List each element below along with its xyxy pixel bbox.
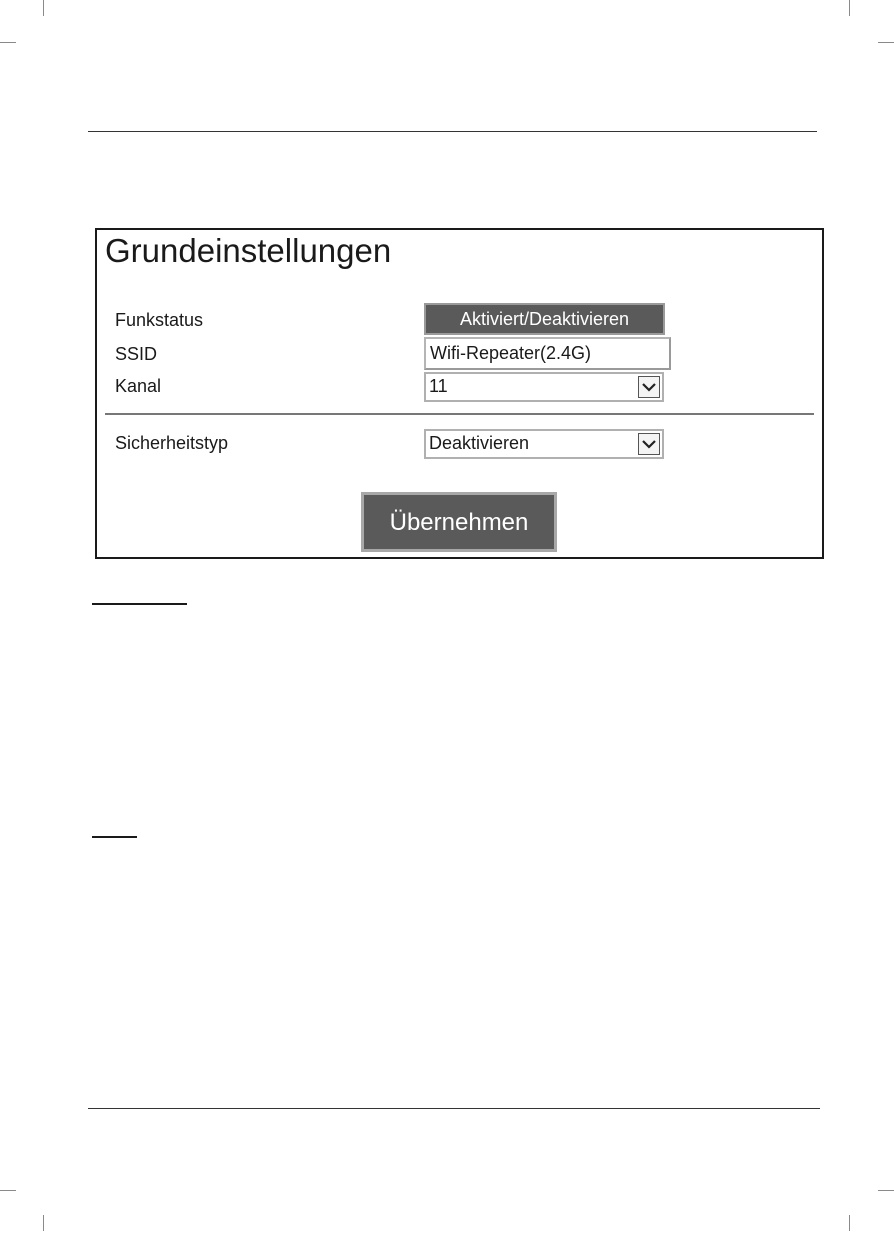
section-divider — [105, 413, 814, 415]
kanal-select[interactable] — [424, 372, 664, 402]
chevron-down-icon[interactable] — [638, 433, 660, 455]
crop-mark-bottom-right-h — [878, 1190, 894, 1191]
underline-stub-2 — [92, 836, 137, 838]
crop-mark-bottom-right — [849, 1215, 850, 1231]
kanal-selected-value: 11 — [429, 376, 448, 396]
crop-mark-top-right — [849, 0, 850, 16]
underline-stub-1 — [92, 603, 187, 605]
crop-mark-top-left-h — [0, 42, 16, 43]
sicherheitstyp-select[interactable] — [424, 429, 664, 459]
kanal-label: Kanal — [115, 376, 162, 396]
crop-mark-top-right-h — [878, 42, 894, 43]
chevron-down-icon[interactable] — [638, 376, 660, 398]
apply-button[interactable]: Übernehmen — [361, 492, 557, 552]
ssid-label: SSID — [115, 344, 158, 364]
radio-toggle-button[interactable]: Aktiviert/Deaktivieren — [424, 303, 665, 335]
header-rule — [88, 131, 817, 132]
panel-title: Grundeinstellungen — [105, 232, 392, 269]
ssid-input[interactable] — [424, 337, 671, 370]
sicherheitstyp-selected-value: Deaktivieren — [429, 433, 530, 453]
basic-settings-panel — [95, 228, 824, 559]
crop-mark-bottom-left — [43, 1215, 44, 1231]
funkstatus-label: Funkstatus — [115, 310, 204, 330]
crop-mark-bottom-left-h — [0, 1190, 16, 1191]
sicherheitstyp-label: Sicherheitstyp — [115, 433, 229, 453]
footer-rule — [88, 1108, 820, 1109]
crop-mark-top-left — [43, 0, 44, 16]
